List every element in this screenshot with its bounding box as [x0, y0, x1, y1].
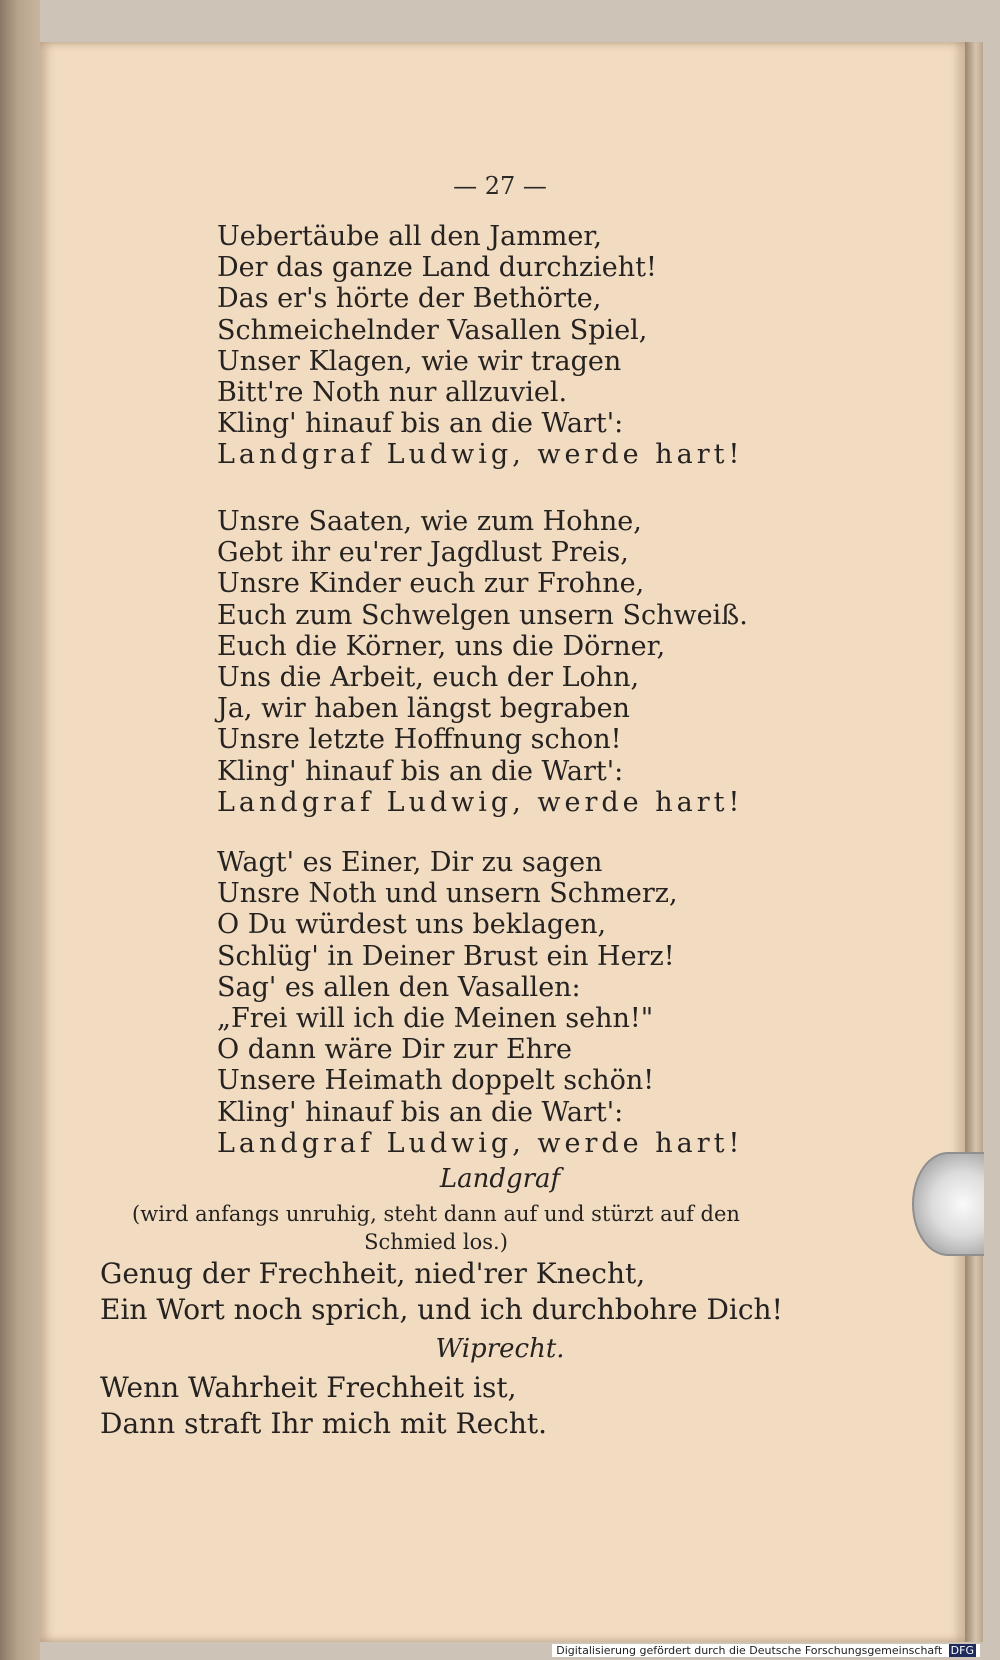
dfg-badge: DFG	[950, 1644, 974, 1657]
verse-line: Euch zum Schwelgen unsern Schweiß.	[217, 599, 748, 631]
verse-line: Unsre Noth und unsern Schmerz,	[217, 878, 678, 910]
verse-line: Der das ganze Land durchzieht!	[217, 252, 657, 284]
page-edge	[965, 42, 983, 1642]
verse-line: Kling' hinauf bis an die Wart':	[217, 1096, 624, 1128]
verse-line: Uns die Arbeit, euch der Lohn,	[217, 661, 640, 693]
verse-line: Schlüg' in Deiner Brust ein Herz!	[217, 940, 675, 972]
refrain-line: Landgraf Ludwig, werde hart!	[217, 1127, 744, 1159]
verse-line: Schmeichelnder Vasallen Spiel,	[217, 314, 648, 346]
verse-line: O Du würdest uns beklagen,	[217, 909, 607, 941]
digitization-credit	[552, 1644, 980, 1657]
verse-line: Bitt're Noth nur allzuviel.	[217, 376, 568, 408]
verse-line: Gebt ihr eu'rer Jagdlust Preis,	[217, 537, 629, 569]
speech-line: Wenn Wahrheit Frechheit ist,	[100, 1371, 517, 1404]
speech-line: Ein Wort noch sprich, und ich durchbohre Dich!	[100, 1293, 783, 1326]
verse-line: Das er's hörte der Bethörte,	[217, 283, 602, 315]
credit-text: Digitalisierung gefördert durch die Deutsche Forschungsgemeinschaft	[556, 1644, 943, 1657]
speech-wiprecht	[100, 1370, 547, 1442]
page-number: — 27 —	[453, 172, 547, 200]
speaker-wiprecht: Wiprecht.	[435, 1334, 565, 1364]
verse-line: Uebertäube all den Jammer,	[217, 221, 602, 252]
verse-line: Sag' es allen den Vasallen:	[217, 971, 581, 1003]
verse-line: Unsre Kinder euch zur Frohne,	[217, 568, 645, 600]
verse-line: O dann wäre Dir zur Ehre	[217, 1034, 572, 1066]
book-spine-shadow	[0, 0, 40, 1660]
verse-line: Unser Klagen, wie wir tragen	[217, 345, 622, 377]
verse-line: Unsere Heimath doppelt schön!	[217, 1065, 655, 1097]
verse-line: „Frei will ich die Meinen sehn!"	[217, 1002, 654, 1034]
speech-line: Dann straft Ihr mich mit Recht.	[100, 1407, 548, 1440]
verse-line: Euch die Körner, uns die Dörner,	[217, 630, 666, 662]
stage-direction: (wird anfangs unruhig, steht dann auf und stürzt auf den Schmied los.)	[132, 1202, 740, 1254]
stanza-3	[217, 847, 743, 1159]
verse-line: Kling' hinauf bis an die Wart':	[217, 408, 624, 440]
stanza-1	[217, 221, 743, 471]
verse-line: Kling' hinauf bis an die Wart':	[217, 755, 624, 787]
verse-line: Unsre Saaten, wie zum Hohne,	[217, 506, 642, 537]
verse-line: Unsre letzte Hoffnung schon!	[217, 724, 622, 756]
verse-line: Wagt' es Einer, Dir zu sagen	[217, 847, 603, 878]
refrain-line: Landgraf Ludwig, werde hart!	[217, 439, 744, 471]
verse-line: Ja, wir haben längst begraben	[217, 693, 630, 725]
speaker-landgraf: Landgraf	[439, 1164, 561, 1194]
refrain-line: Landgraf Ludwig, werde hart!	[217, 786, 744, 818]
speech-landgraf	[100, 1256, 783, 1328]
stanza-2	[217, 506, 748, 818]
speech-line: Genug der Frechheit, nied'rer Knecht,	[100, 1257, 646, 1290]
